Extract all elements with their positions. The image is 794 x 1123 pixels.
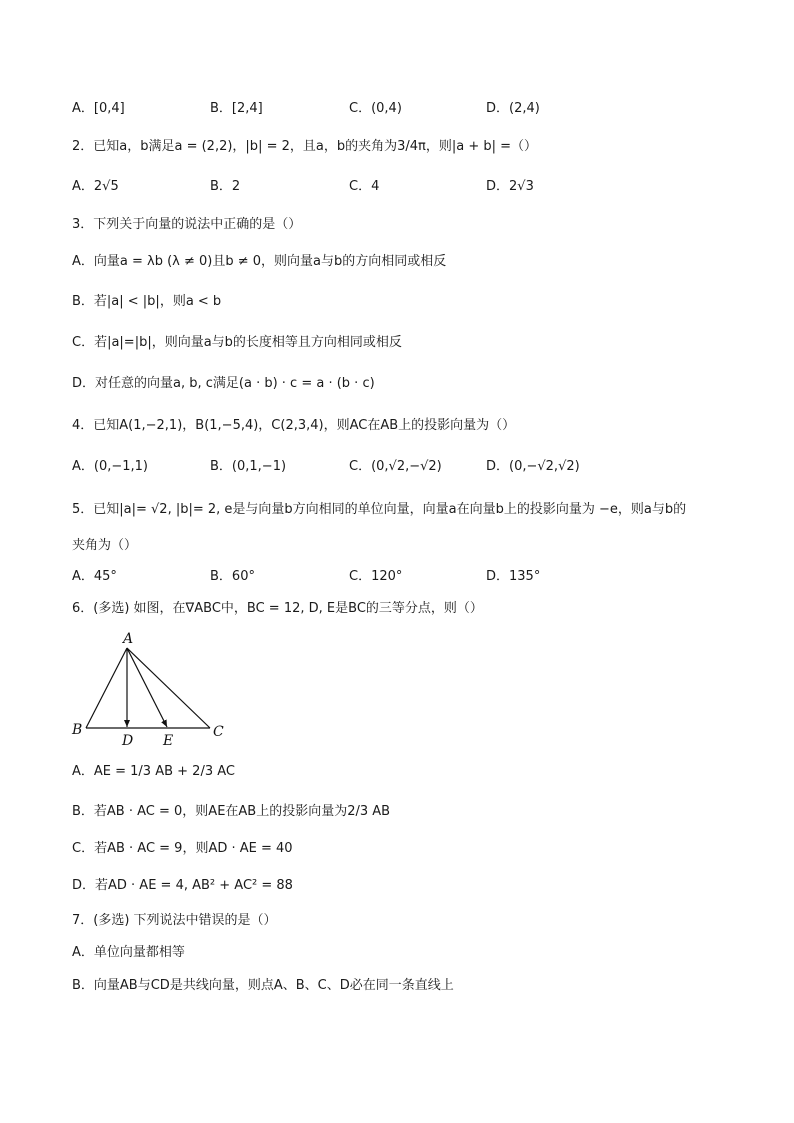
q3-option-a: A．向量a = λb (λ ≠ 0)且b ≠ 0，则向量a与b的方向相同或相反 xyxy=(72,254,447,269)
q4-option-a: A．(0,−1,1) xyxy=(72,459,149,474)
q6-option-d: D．若AD · AE = 4, AB² + AC² = 88 xyxy=(72,878,293,893)
q5-option-a: A．45° xyxy=(72,569,117,584)
label-e: E xyxy=(163,733,174,749)
q2-option-b: B．2 xyxy=(210,179,241,194)
label-b: B xyxy=(72,722,83,738)
q2-option-d: D．2√3 xyxy=(486,179,534,194)
q4-option-d: D．(0,−√2,√2) xyxy=(486,459,580,474)
q3-option-c: C．若|a|=|b|，则向量a与b的长度相等且方向相同或相反 xyxy=(72,335,402,350)
label-c: C xyxy=(213,724,224,740)
q2-options xyxy=(72,177,712,197)
q3-option-d: D．对任意的向量a, b, c满足(a · b) · c = a · (b · c) xyxy=(72,376,375,391)
q4-stem: 4．已知A(1,−2,1)，B(1,−5,4)，C(2,3,4)，则AC在AB上的投影向量为（） xyxy=(72,418,516,433)
label-a: A xyxy=(123,631,134,647)
triangle-figure xyxy=(70,628,230,750)
q5-stem-line1: 5．已知|a|= √2, |b|= 2, e是与向量b方向相同的单位向量，向量a在向量b上的投影向量为 −e，则a与b的 xyxy=(72,502,687,517)
q7-option-a: A．单位向量都相等 xyxy=(72,945,185,960)
q2-option-c: C．4 xyxy=(349,179,380,194)
q2-stem: 2．已知a，b满足a = (2,2)，|b| = 2，且a，b的夹角为3/4π，则|a + b| =（） xyxy=(72,139,537,154)
q5-option-c: C．120° xyxy=(349,569,403,584)
q4-option-c: C．(0,√2,−√2) xyxy=(349,459,442,474)
q3-stem: 3．下列关于向量的说法中正确的是（） xyxy=(72,217,302,232)
q3-option-b: B．若|a| < |b|，则a < b xyxy=(72,294,222,309)
q5-option-b: B．60° xyxy=(210,569,255,584)
q5-option-d: D．135° xyxy=(486,569,541,584)
q5-stem-line2: 夹角为（） xyxy=(72,538,138,553)
q5-options xyxy=(72,567,712,587)
label-d: D xyxy=(122,733,134,749)
triangle-diagram xyxy=(70,628,230,750)
q7-option-b: B．向量AB与CD是共线向量，则点A、B、C、D必在同一条直线上 xyxy=(72,978,454,993)
q2-option-a: A．2√5 xyxy=(72,179,119,194)
q7-stem: 7．(多选) 下列说法中错误的是（） xyxy=(72,913,277,928)
vector-ae xyxy=(127,648,167,727)
q1-options xyxy=(72,99,712,119)
q6-stem: 6．(多选) 如图，在∇ABC中，BC = 12, D, E是BC的三等分点，则（） xyxy=(72,601,483,616)
q1-option-a: A．[0,4] xyxy=(72,101,125,116)
q1-option-d: D．(2,4) xyxy=(486,101,540,116)
side-ab xyxy=(86,648,127,728)
q1-option-b: B．[2,4] xyxy=(210,101,263,116)
q6-option-a: A．AE = 1/3 AB + 2/3 AC xyxy=(72,764,235,779)
q4-options xyxy=(72,457,712,477)
q6-option-c: C．若AB · AC = 9，则AD · AE = 40 xyxy=(72,841,293,856)
q1-option-c: C．(0,4) xyxy=(349,101,402,116)
q6-option-b: B．若AB · AC = 0，则AE在AB上的投影向量为2/3 AB xyxy=(72,804,391,819)
side-ac xyxy=(127,648,210,728)
q4-option-b: B．(0,1,−1) xyxy=(210,459,287,474)
